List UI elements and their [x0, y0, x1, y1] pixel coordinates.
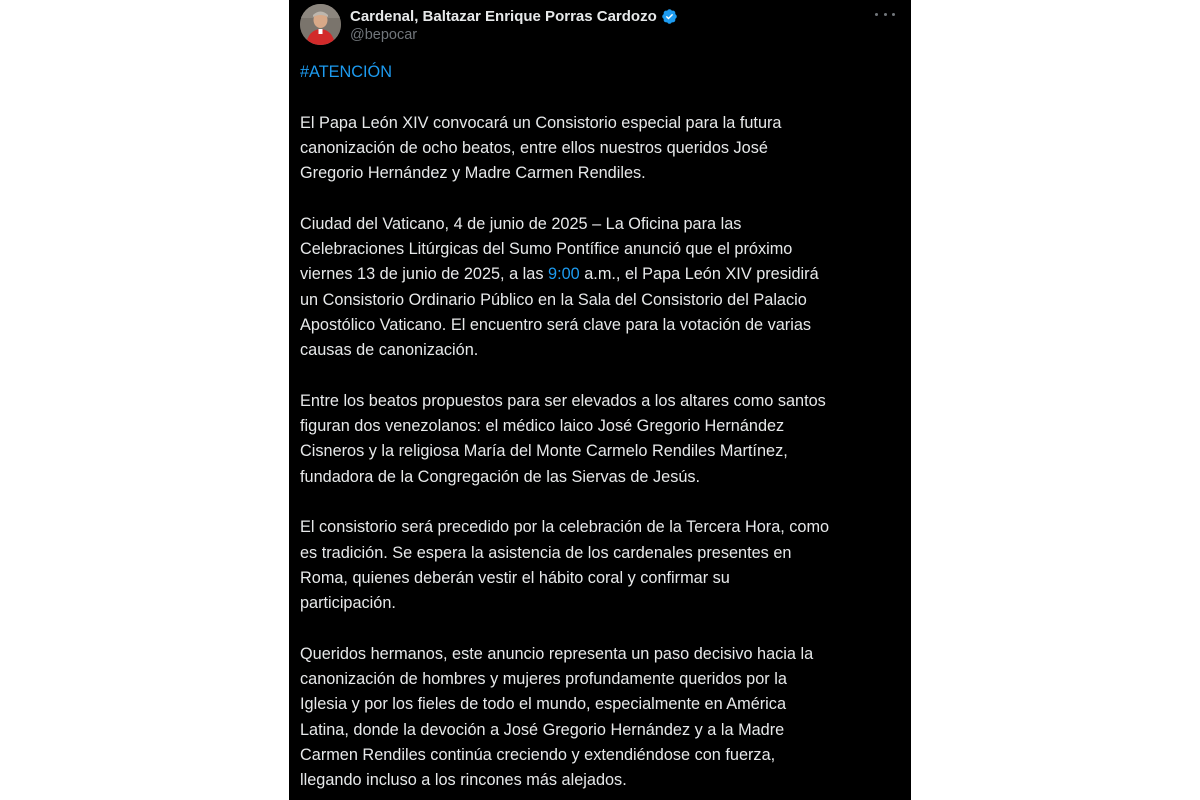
text-line: Ciudad del Vaticano, 4 de junio de 2025 – La Oficina para las	[300, 214, 742, 233]
text-line: Cisneros y la religiosa María del Monte Carmelo Rendiles Martínez,	[300, 442, 788, 461]
text-line: Gregorio Hernández y Madre Carmen Rendiles.	[300, 164, 646, 183]
text-line: es tradición. Se espera la asistencia de los cardenales presentes en	[300, 543, 792, 562]
text-line	[300, 262, 900, 287]
text-line: Carmen Rendiles continúa creciendo y extendiéndose con fuerza,	[300, 746, 776, 765]
verified-badge-icon	[661, 8, 678, 25]
text-line: Apostólico Vaticano. El encuentro será clave para la votación de varias	[300, 315, 812, 334]
text-line: Latina, donde la devoción a José Gregorio Hernández y a la Madre	[300, 720, 785, 739]
time-link[interactable]: 9:00	[548, 265, 580, 284]
hashtag-link[interactable]: #ATENCIÓN	[300, 63, 392, 81]
text-line: llegando incluso a los rincones más alejados.	[300, 771, 627, 790]
text-segment: a.m., el Papa León XIV presidirá	[579, 265, 819, 284]
text-line: El consistorio será precedido por la celebración de la Tercera Hora, como	[300, 518, 830, 537]
author-name-row	[350, 6, 678, 26]
author-name[interactable]: Cardenal, Baltazar Enrique Porras Cardozo	[350, 7, 657, 25]
tweet-hashtag-paragraph	[300, 60, 900, 85]
text-line: El Papa León XIV convocará un Consistorio especial para la futura	[300, 113, 782, 132]
text-line: canonización de hombres y mujeres profundamente queridos por la	[300, 670, 787, 689]
tweet-paragraph-1	[300, 111, 900, 187]
text-line: fundadora de la Congregación de las Siervas de Jesús.	[300, 467, 701, 486]
text-segment: viernes 13 de junio de 2025, a las	[300, 265, 549, 284]
text-line: Celebraciones Litúrgicas del Sumo Pontífice anunció que el próximo	[300, 240, 793, 259]
tweet-paragraph-2	[300, 212, 900, 364]
text-line: participación.	[300, 594, 396, 613]
text-line: Entre los beatos propuestos para ser elevados a los altares como santos	[300, 391, 826, 410]
cardinal-portrait-avatar-icon	[300, 4, 341, 45]
tweet-paragraph-4	[300, 515, 900, 616]
text-line: causas de canonización.	[300, 341, 479, 360]
tweet-paragraph-5	[300, 642, 900, 794]
text-line: figuran dos venezolanos: el médico laico José Gregorio Hernández	[300, 417, 785, 436]
tweet-paragraph-3	[300, 389, 900, 490]
text-line: Queridos hermanos, este anuncio representa un paso decisivo hacia la	[300, 644, 814, 663]
text-line: Iglesia y por los fieles de todo el mundo, especialmente en América	[300, 695, 786, 714]
author-handle[interactable]: @bepocar	[350, 27, 418, 43]
text-line: canonización de ocho beatos, entre ellos nuestros queridos José	[300, 138, 768, 157]
more-options-icon[interactable]	[875, 6, 895, 22]
text-line: un Consistorio Ordinario Público en la Sala del Consistorio del Palacio	[300, 290, 807, 309]
author-avatar[interactable]	[300, 4, 341, 45]
text-line: Roma, quienes deberán vestir el hábito coral y confirmar su	[300, 568, 730, 587]
tweet-text	[300, 60, 900, 800]
